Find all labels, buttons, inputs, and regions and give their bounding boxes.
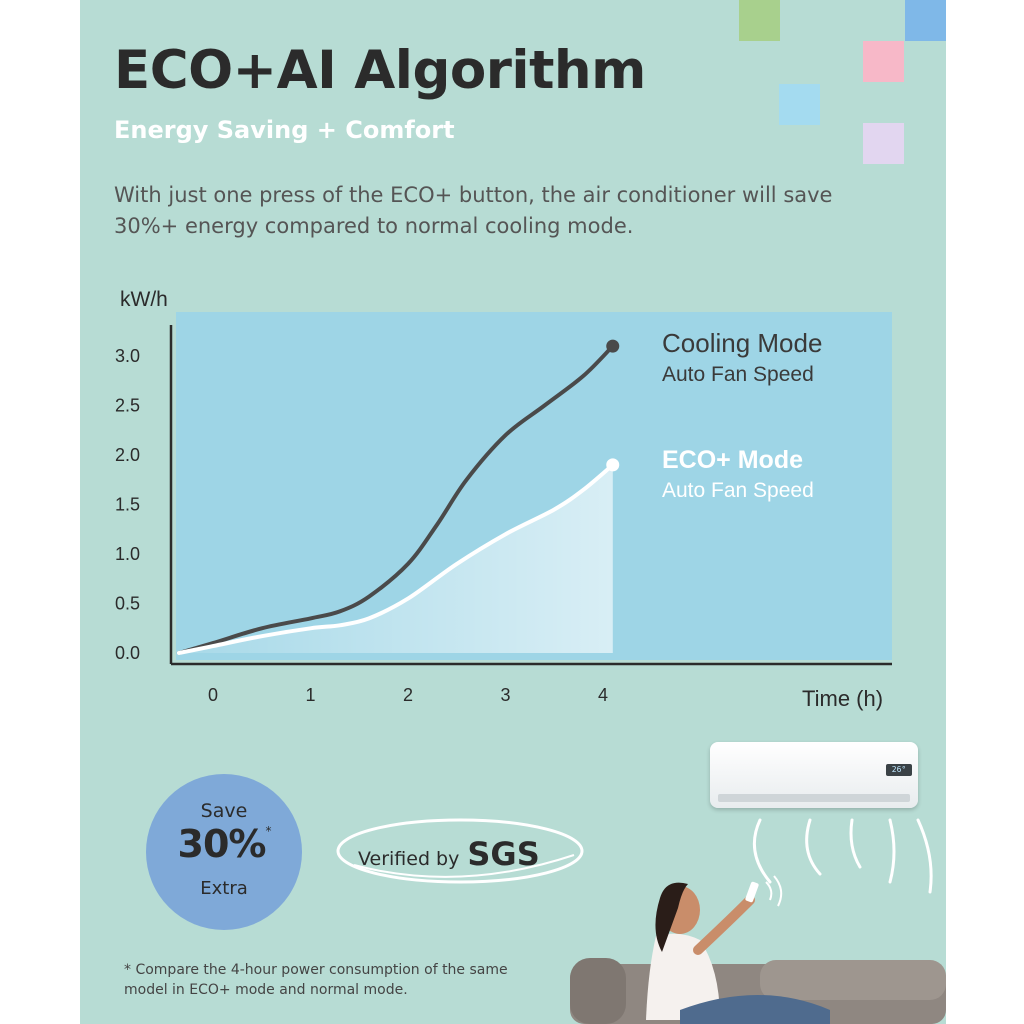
x-tick-label: 0 [207, 685, 219, 705]
verified-stamp [334, 815, 586, 887]
page-subtitle: Energy Saving + Comfort [114, 116, 455, 144]
deco-square-lightblue [779, 84, 820, 125]
y-tick-label: 0.0 [114, 643, 140, 663]
deco-square-blue [905, 0, 946, 41]
woman-on-sofa-illustration [570, 860, 946, 1024]
savings-badge [146, 774, 302, 930]
cooling-mode-end-point [606, 340, 619, 353]
ac-vent [718, 794, 910, 802]
x-tick-label: 4 [597, 685, 609, 705]
ac-display: 26° [886, 764, 912, 776]
legend-eco-subtitle: Auto Fan Speed [662, 479, 814, 502]
x-tick-label: 1 [305, 685, 316, 705]
page-title: ECO+AI Algorithm [114, 40, 646, 101]
air-conditioner-illustration [710, 742, 920, 814]
y-tick-label: 1.0 [114, 544, 140, 564]
y-tick-label: 2.5 [114, 395, 140, 416]
verified-prefix: Verified by [358, 848, 460, 870]
eco-mode-end-point [606, 458, 619, 471]
description: With just one press of the ECO+ button, the air conditioner will save 30%+ energy compared to normal cooling mode. [114, 183, 833, 238]
legend-cooling-name: Cooling Mode [662, 328, 823, 358]
deco-square-pink [863, 41, 904, 82]
y-tick-label: 0.5 [114, 593, 140, 614]
badge-footnote-mark: * [265, 824, 271, 839]
x-tick-label: 3 [500, 685, 511, 705]
x-tick-label: 2 [402, 685, 414, 705]
legend-cooling-subtitle: Auto Fan Speed [662, 363, 814, 386]
badge-value-text: 30% [177, 822, 266, 866]
badge-top-text: Save [200, 800, 248, 822]
x-axis-label: Time (h) [802, 686, 884, 711]
legend-eco-name: ECO+ Mode [662, 446, 803, 474]
y-tick-label: 3.0 [114, 346, 140, 366]
deco-square-lavender [863, 123, 904, 164]
y-axis-label: kW/h [120, 288, 168, 311]
poster [80, 0, 946, 1024]
deco-square-green [739, 0, 780, 41]
verified-name: SGS [467, 835, 540, 873]
y-tick-label: 2.0 [114, 445, 140, 465]
footnote: * Compare the 4-hour power consumption of the same model in ECO+ mode and normal mode. [124, 962, 508, 998]
badge-bottom-text: Extra [200, 878, 248, 899]
y-tick-label: 1.5 [114, 494, 140, 515]
badge-value [146, 822, 302, 866]
energy-chart [80, 270, 946, 720]
